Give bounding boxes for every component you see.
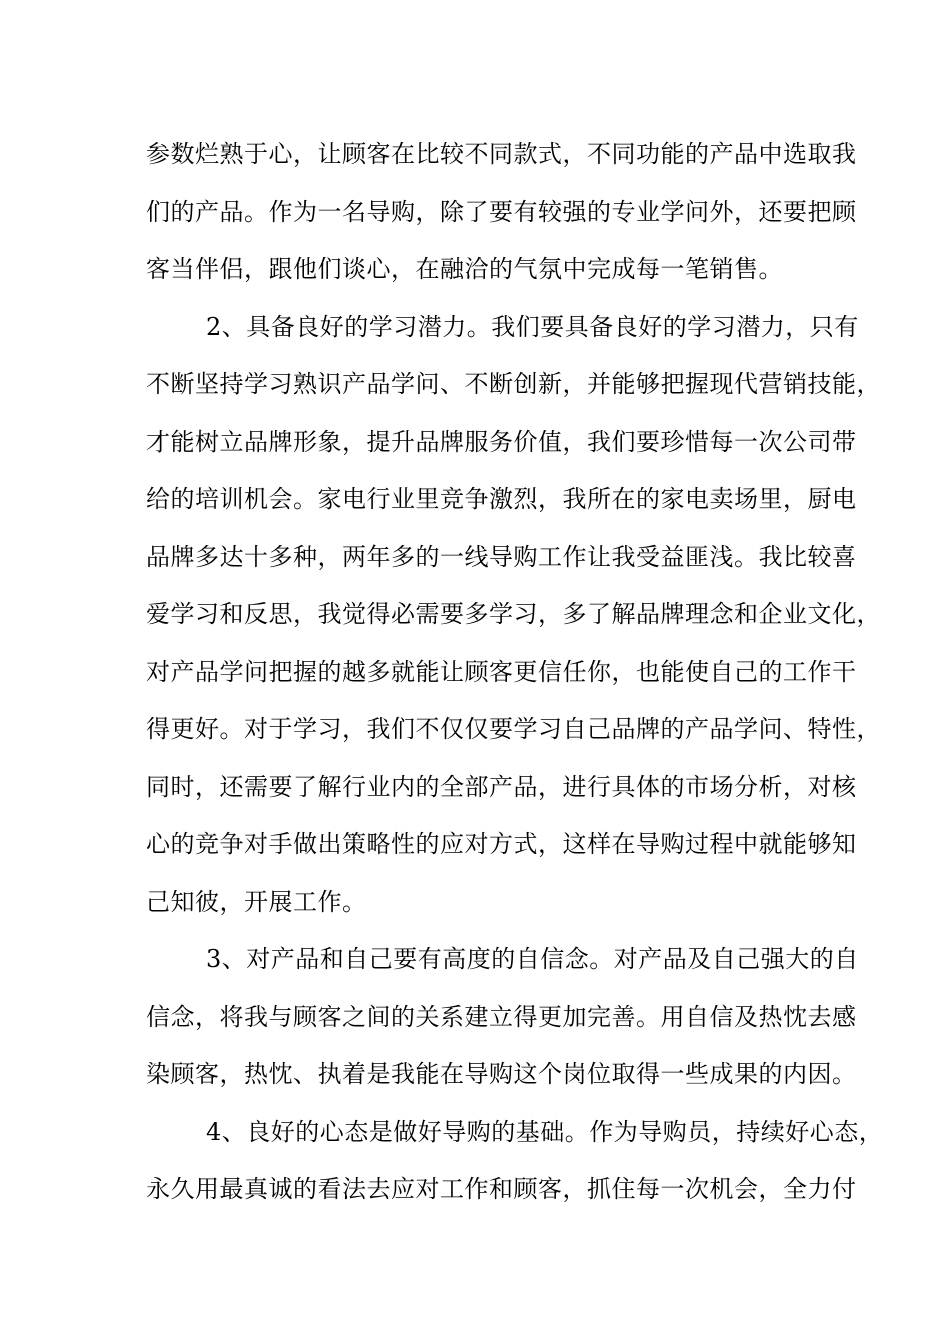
paragraph-4-first-line: 4、良好的心态是做好导购的基础。作为导购员，持续好心态，: [206, 1118, 884, 1146]
text-line: 品牌多达十多种，两年多的一线导购工作让我受益匪浅。我比较喜: [146, 543, 857, 571]
text-line: 不断坚持学习熟识产品学问、不断创新，并能够把握现代营销技能，: [146, 370, 881, 398]
text-line: 给的培训机会。家电行业里竞争激烈，我所在的家电卖场里，厨电: [146, 485, 857, 513]
text-line: 参数烂熟于心，让顾客在比较不同款式，不同功能的产品中选取我: [146, 140, 857, 168]
text-line: 同时，还需要了解行业内的全部产品，进行具体的市场分析，对核: [146, 773, 857, 801]
text-line: 染顾客，热忱、执着是我能在导购这个岗位取得一些成果的内因。: [146, 1060, 857, 1088]
text-line: 信念，将我与顾客之间的关系建立得更加完善。用自信及热忱去感: [146, 1003, 857, 1031]
paragraph-3-first-line: 3、对产品和自己要有高度的自信念。对产品及自己强大的自: [206, 945, 859, 973]
text-line: 们的产品。作为一名导购，除了要有较强的专业学问外，还要把顾: [146, 198, 857, 226]
text-line: 客当伴侣，跟他们谈心，在融洽的气氛中完成每一笔销售。: [146, 255, 783, 283]
text-line: 永久用最真诚的看法去应对工作和顾客，抓住每一次机会，全力付: [146, 1175, 857, 1203]
text-line: 才能树立品牌形象，提升品牌服务价值，我们要珍惜每一次公司带: [146, 428, 857, 456]
text-line: 己知彼，开展工作。: [146, 888, 367, 916]
text-line: 对产品学问把握的越多就能让顾客更信任你，也能使自己的工作干: [146, 658, 857, 686]
paragraph-2-first-line: 2、具备良好的学习潜力。我们要具备良好的学习潜力，只有: [206, 313, 859, 341]
text-line: 爱学习和反思，我觉得必需要多学习，多了解品牌理念和企业文化，: [146, 600, 881, 628]
text-line: 心的竞争对手做出策略性的应对方式，这样在导购过程中就能够知: [146, 830, 857, 858]
text-line: 得更好。对于学习，我们不仅仅要学习自己品牌的产品学问、特性，: [146, 715, 881, 743]
